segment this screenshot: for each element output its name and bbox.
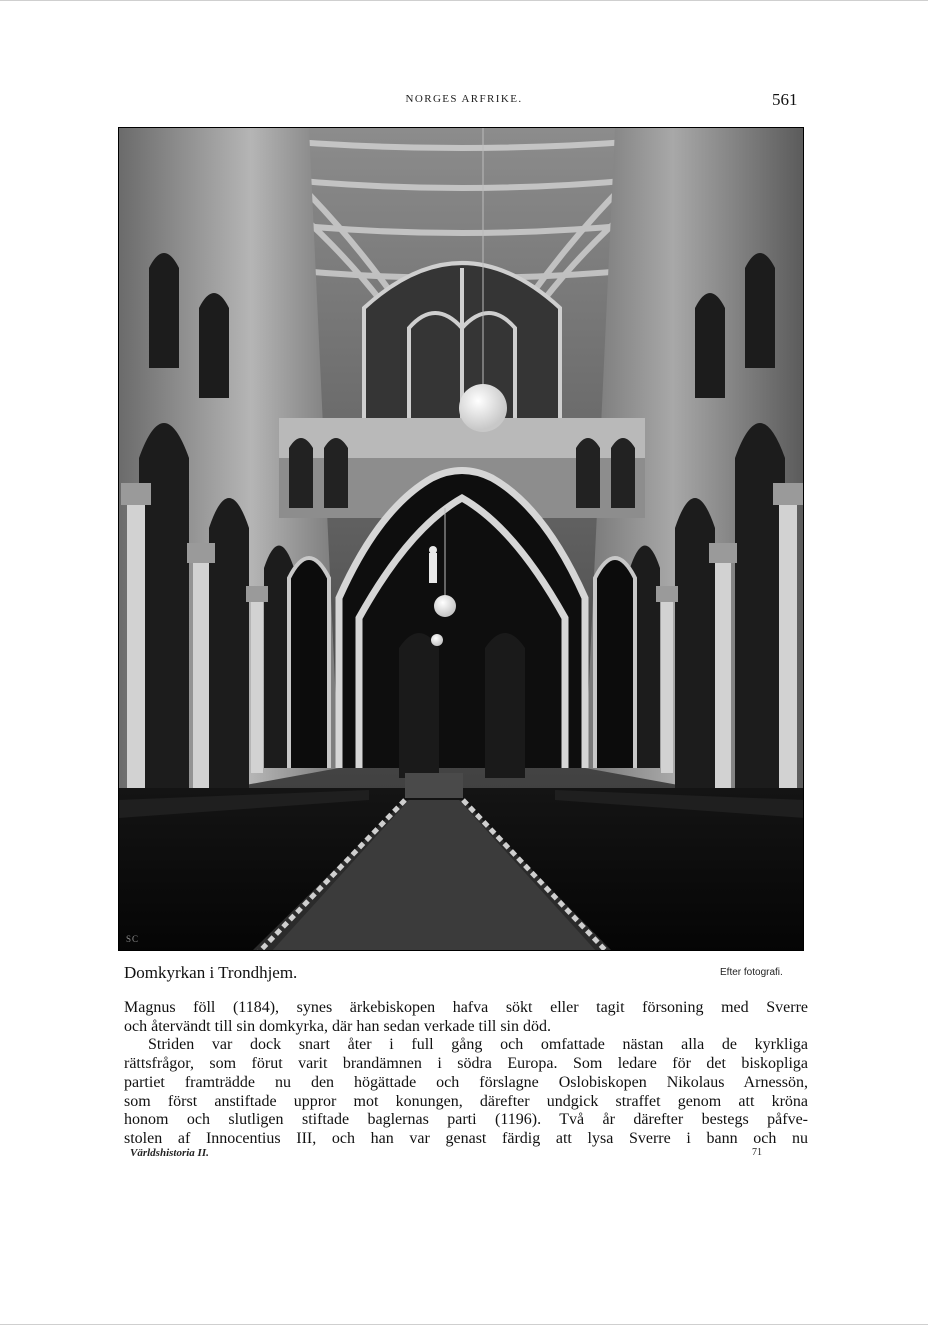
body-line-4: rättsfrågor, som förut varit brandämnen i södra Europa. Som ledare för det biskopliga: [124, 1055, 808, 1073]
body-line-2: och återvändt till sin domkyrka, där han sedan verkade till sin död.: [124, 1017, 551, 1035]
body-line-6: som först anstiftade uppror mot konungen, därefter undgick straffet genom att kröna: [124, 1092, 808, 1110]
body-line-7: honom och slutligen stiftade baglernas parti (1196). Två år därefter bestegs påfve-: [124, 1111, 808, 1129]
body-paragraphs: [124, 999, 808, 1149]
cathedral-photograph: [118, 127, 804, 951]
body-line-3: Striden var dock snart åter i full gång och omfattade nästan alla de kyrkliga: [148, 1036, 808, 1054]
sheet-number: 71: [752, 1147, 762, 1158]
page-edge-bottom: [0, 1324, 928, 1325]
signature-mark: Världshistoria II.: [130, 1147, 209, 1159]
body-line-1: Magnus föll (1184), synes ärkebiskopen hafva sökt eller tagit försoning med Sverre: [124, 999, 808, 1016]
running-title: NORGES ARFRIKE.: [405, 93, 523, 105]
page-edge-top: [0, 0, 928, 1]
page-number: 561: [772, 90, 798, 109]
cathedral-nave-image: [119, 128, 804, 951]
body-line-8: stolen af Innocentius III, och han var genast färdig att lysa Sverre i bann och nu: [124, 1129, 808, 1147]
figure-caption: Domkyrkan i Trondhjem.: [124, 963, 298, 982]
body-line-5: partiet framträdde nu den högättade och förslagne Oslobiskopen Nikolaus Arnessön,: [124, 1073, 808, 1091]
plate-engraver-mark: SC: [126, 934, 140, 944]
photo-credit: Efter fotografi.: [720, 967, 783, 978]
